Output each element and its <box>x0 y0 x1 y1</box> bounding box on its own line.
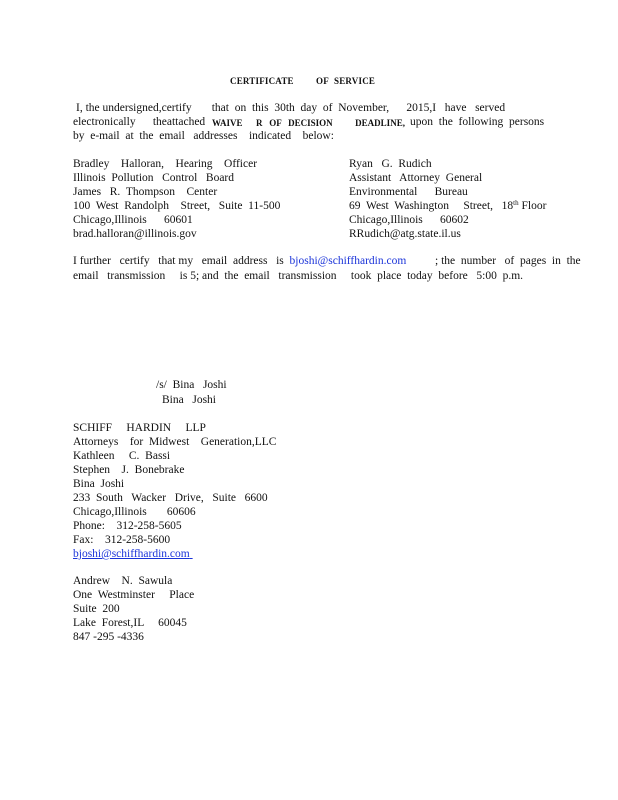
recipient-right-name: Ryan G. Rudich <box>349 158 432 170</box>
certify-line-2: email transmission is 5; and the email transmission took place today before 5:00 p.m. <box>73 270 524 282</box>
certify-line-1 <box>73 255 581 268</box>
certify-email-link[interactable]: bjoshi@schiffhardin.com <box>289 255 407 267</box>
recipient-left-org: Illinois Pollution Control Board <box>73 172 235 184</box>
certificate-title-service: SERVICE <box>334 76 376 86</box>
recipient-left-name: Bradley Halloran, Hearing Officer <box>73 158 258 170</box>
recipient-right-street-suffix: Floor <box>518 200 547 212</box>
certify-prefix: I further certify that my email address is <box>73 255 284 267</box>
firm-line: Attorneys for Midwest Generation,LLC <box>73 436 277 448</box>
recipient-left-street: 100 West Randolph Street, Suite 11-500 <box>73 200 281 212</box>
firm-line: Fax: 312-258-5600 <box>73 534 171 546</box>
recipient-left-block <box>73 157 280 241</box>
recipient-right-city: Chicago,Illinois 60602 <box>349 214 469 226</box>
recipient-right-bureau: Environmental Bureau <box>349 186 468 198</box>
certificate-title-of: OF <box>316 76 329 86</box>
signature-name: Bina Joshi <box>162 394 216 406</box>
firm-email-line <box>73 547 276 561</box>
certify-suffix: ; the number of pages in the <box>435 255 581 267</box>
second-contact-line: Andrew N. Sawula <box>73 575 173 587</box>
firm-block <box>73 421 276 561</box>
intro-line-2-prefix: electronically theattached <box>73 116 206 128</box>
firm-line: Stephen J. Bonebrake <box>73 464 185 476</box>
recipient-right-block <box>349 157 546 241</box>
firm-email-underline-tail <box>190 547 214 561</box>
recipient-right-street <box>349 199 546 213</box>
firm-email-link[interactable]: bjoshi@schiffhardin.com <box>73 548 190 560</box>
signature: /s/ Bina Joshi <box>156 379 227 391</box>
recipient-right-email: RRudich@atg.state.il.us <box>349 228 461 240</box>
intro-line-2-suffix: upon the following persons <box>410 116 545 128</box>
document-title: WAIVE R OF DECISION DEADLINE, <box>212 118 405 128</box>
second-contact-line: 847 -295 -4336 <box>73 631 144 643</box>
firm-line: Bina Joshi <box>73 478 125 490</box>
recipient-right-street-sup: th <box>513 199 519 207</box>
firm-line: 233 South Wacker Drive, Suite 6600 <box>73 492 268 504</box>
second-contact-line: Lake Forest,IL 60045 <box>73 617 187 629</box>
recipient-right-street-prefix: 69 West Washington Street, 18 <box>349 200 514 212</box>
recipient-left-email: brad.halloran@illinois.gov <box>73 228 197 240</box>
firm-line: Chicago,Illinois 60606 <box>73 506 196 518</box>
firm-line: Kathleen C. Bassi <box>73 450 171 462</box>
intro-line-1: I, the undersigned,certify that on this 30th day of November, 2015,I have served <box>76 102 506 114</box>
second-contact-block <box>73 574 194 644</box>
certificate-title-certificate: CERTIFICATE <box>230 76 294 86</box>
firm-line: SCHIFF HARDIN LLP <box>73 422 206 434</box>
second-contact-line: Suite 200 <box>73 603 120 615</box>
recipient-left-building: James R. Thompson Center <box>73 186 218 198</box>
firm-line: Phone: 312-258-5605 <box>73 520 182 532</box>
recipient-right-title: Assistant Attorney General <box>349 172 483 184</box>
second-contact-line: One Westminster Place <box>73 589 195 601</box>
intro-line-3: by e-mail at the email addresses indicated below: <box>73 130 334 142</box>
recipient-left-city: Chicago,Illinois 60601 <box>73 214 193 226</box>
